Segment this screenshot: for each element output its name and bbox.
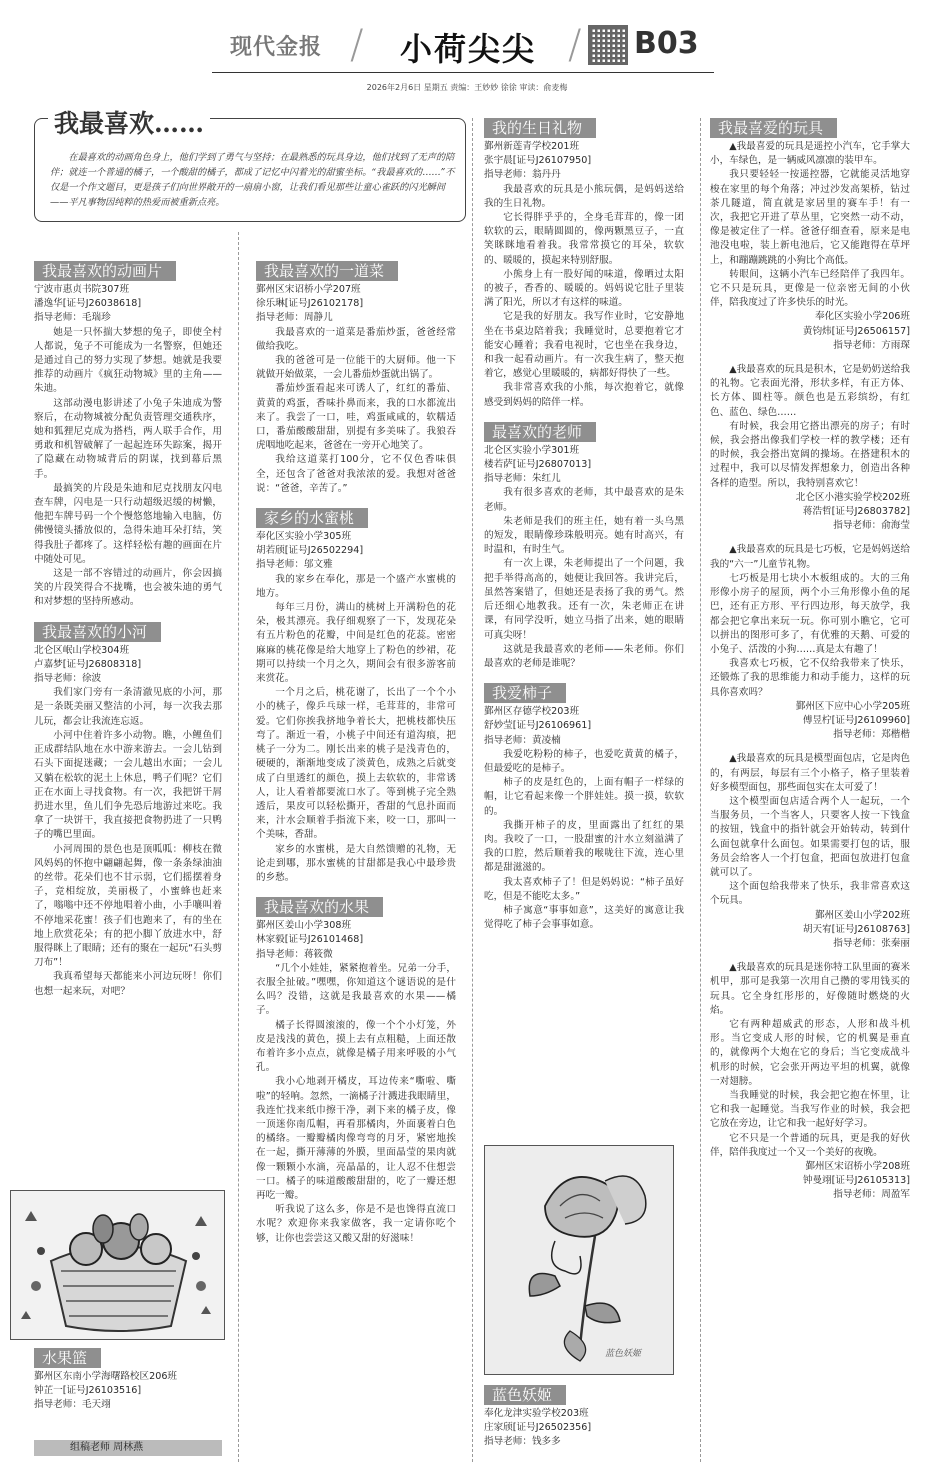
- teacher: 指导老师：方雨琛: [833, 339, 910, 351]
- teacher: 指导老师：周盈军: [833, 1189, 910, 1201]
- author: 钟芷一[证号J26103516]: [34, 1385, 142, 1397]
- paper-name: 现代金报: [230, 35, 323, 60]
- paragraph: 它不只是一个普通的玩具，更是我的好伙伴，陪伴我度过一个又一个美好的夜晚。: [710, 1132, 910, 1158]
- author: 徐乐琳[证号J26102178]: [256, 298, 364, 310]
- issue-meta: 2026年2月6日 星期五 责编：王妙妙 徐徐 审读：俞麦梅: [366, 83, 568, 92]
- column-divider: [238, 232, 239, 1462]
- editor-credit: 组稿老师 周林燕: [34, 1440, 222, 1456]
- paragraph: 我爱吃粉粉的柿子，也爱吃黄黄的橘子，但最爱吃的是柿子。: [484, 748, 684, 774]
- teacher: 指导老师：翁丹丹: [484, 169, 561, 181]
- paragraph: 我给这道菜打100分，它不仅色香味俱全，还包含了爸爸对我浓浓的爱。我想对爸爸说：“爸爸，辛苦了。”: [256, 454, 456, 494]
- author: 林家毅[证号J26101468]: [256, 934, 364, 946]
- column-4: [710, 118, 910, 1203]
- author: 张宇晨[证号J26107950]: [484, 155, 592, 167]
- paragraph: 我最喜欢的玩具是小熊玩偶，是妈妈送给我的生日礼物。: [484, 183, 684, 209]
- paragraph: 听我说了这么多，你是不是也馋得直流口水呢？欢迎你来我家做客，我一定请你吃个够，让你也尝尝这又酸又甜的好滋味！: [256, 1204, 456, 1244]
- teacher: 指导老师：徐波: [34, 673, 102, 685]
- paragraph: 最搞笑的片段是朱迪和尼克找朋友闪电查车牌，闪电是一只行动超级迟缓的树懒，他把车牌号码一个个慢悠悠地输入电脑，仿佛慢镜头播放似的，急得朱迪耳朵打结，笑得我肚子都疼了。这样轻松有趣的画面在片中随处可见。: [34, 482, 222, 565]
- article-title: 我的生日礼物: [484, 118, 596, 138]
- paragraph: 当我睡觉的时候，我会把它抱在怀里，让它和我一起睡觉。当我写作业的时候，我会把它放在旁边，让它和我一起好好学习。: [710, 1090, 910, 1130]
- teacher: 指导老师：周静儿: [256, 312, 333, 324]
- article-title: 我最喜欢的一道菜: [256, 261, 398, 281]
- paragraph: 这就是我最喜欢的老师——朱老师。你们最喜欢的老师是谁呢？: [484, 643, 684, 669]
- paragraph: ▲我最喜爱的玩具是遥控小汽车，它手掌大小，车绿色，是一辆威风凛凛的装甲车。: [710, 141, 910, 167]
- article-title: 我最喜爱的玩具: [710, 118, 837, 138]
- school: 鄞州区姜山小学308班: [256, 920, 352, 932]
- paragraph: 它长得胖乎乎的，全身毛茸茸的，像一团软软的云，眼睛圆圆的，像两颗黑豆子，一直笑眯眯地看着我。我常常摸它的耳朵，软软的、暖暖的，摸起来特别舒服。: [484, 212, 684, 266]
- paragraph: 转眼间，这辆小汽车已经陪伴了我四年。它不只是玩具，更像是一位亲密无间的小伙伴，陪我度过了许多快乐的时光。: [710, 268, 910, 309]
- paragraph: “几个小娃娃，紧紧抱着坐。兄弟一分手，衣服全扯破。”嘿嘿，你知道这个谜语说的是什么吗？没错，这就是我最喜欢的水果——橘子。: [256, 962, 456, 1017]
- author: 胡若颀[证号J26502294]: [256, 545, 364, 557]
- author: 蒋浩哲[证号J26803782]: [802, 506, 910, 518]
- paragraph: 小熊身上有一股好闻的味道，像晒过太阳的被子，香香的、暖暖的。妈妈说它肚子里装满了阳光，所以才有这样的味道。: [484, 268, 684, 309]
- intro-title: 我最喜欢……: [48, 104, 210, 140]
- article-title: 水果篮: [34, 1348, 101, 1368]
- column-2: [256, 255, 456, 1246]
- paragraph: 这个模型面包店适合两个人一起玩，一个当服务员，一个当客人，只要客人按一下钱盒的按钮，钱盒中的指针就会开始转动，转到什么面包就拿什么面包。如果需要打包的话，服务员会给客人一个打包盒，把面包放进打包盒就可以了。: [710, 795, 910, 878]
- paragraph: ▲我最喜欢的玩具是积木，它是奶奶送给我的礼物。它表面光滑，形状多样，有正方体、长方体、圆柱等。颜色也是五彩缤纷，有红色、蓝色、绿色……: [710, 364, 910, 418]
- paragraph: 我们家门旁有一条清澈见底的小河，那是一条既美丽又整洁的小河，每一次我去那儿玩，都会让我流连忘返。: [34, 687, 222, 727]
- paragraph: 有时候，我会用它搭出漂亮的房子；有时候，我会搭出像我们学校一样的教学楼；还有的时候，我会搭出宽阔的操场。在搭建积木的过程中，我可以尽情发挥想象力，创造出各种各样的造型。所以，我特别喜欢它！: [710, 420, 910, 489]
- fruit-basket-drawing: [10, 1190, 225, 1340]
- author: 舒妙莹[证号J26106961]: [484, 720, 592, 732]
- page-title: 小荷尖尖: [400, 30, 537, 68]
- author: 傅昱柠[证号J26109960]: [802, 714, 910, 726]
- teacher: 指导老师：朱红儿: [484, 473, 561, 485]
- paragraph: 家乡的水蜜桃，是大自然馈赠的礼物，无论走到哪，那水蜜桃的甘甜都是我心中最珍贵的乡愁。: [256, 843, 456, 883]
- header-rule: [212, 72, 714, 73]
- teacher: 指导老师：黄凌楠: [484, 734, 561, 746]
- article-title: 最喜欢的老师: [484, 422, 596, 442]
- school: 鄞州新莲青学校201班: [484, 141, 580, 152]
- school: 鄞州区下应中心小学205班: [795, 700, 910, 712]
- school: 宁波市惠贞书院307班: [34, 284, 130, 295]
- paragraph: 橘子长得圆滚滚的，像一个个小灯笼，外皮是浅浅的黄色，摸上去有点粗糙，上面还散布着许多小点点，就像是橘子用来呼吸的小气孔。: [256, 1019, 456, 1074]
- author: 胡天宥[证号J26108763]: [802, 923, 910, 935]
- school: 北仑区小港实验学校202班: [795, 491, 910, 503]
- article-title: 家乡的水蜜桃: [256, 508, 368, 528]
- paragraph: ▲我最喜欢的玩具是迷你特工队里面的赛米机甲，那可是我第一次用自己攒的零用钱买的玩具。它全身红彤彤的，好像随时燃烧的火焰。: [710, 962, 910, 1016]
- paragraph: 七巧板是用七块小木板组成的。大的三角形像小房子的屋顶，两个小三角形像小鱼的尾巴，还有正方形、平行四边形，每天放学，我都会把它拿出来玩一玩。你可别小瞧它，它可以拼出的图形可多了，有优雅的天鹅、可爱的小兔子、活泼的小狗……真是太有趣了！: [710, 572, 910, 655]
- paragraph: ▲我最喜欢的玩具是模型面包店，它是肉色的，有两层，每层有三个小格子，格子里装着好多模型面包，那些面包实在太可爱了！: [710, 753, 910, 793]
- header-divider: /: [350, 22, 364, 68]
- paragraph: 我喜欢七巧板，它不仅给我带来了快乐，还锻炼了我的思维能力和动手能力，这样的玩具你喜欢吗？: [710, 658, 910, 698]
- article-title: 我最喜欢的小河: [34, 622, 161, 642]
- paragraph: 柿子寓意“事事如意”，这美好的寓意让我觉得吃了柿子会事事如意。: [484, 904, 684, 931]
- author: 庄家颀[证号J26502356]: [484, 1422, 592, 1434]
- paragraph: 我小心地剥开橘皮，耳边传来“嘶啦、嘶啦”的轻响。忽然，一滴橘子汁溅进我眼睛里，我连忙找来纸巾擦干净，剥下来的橘子皮，像一顶迷你南瓜帽，再看那橘肉，外面裹着白色的橘络。一瓣瓣橘肉像弯弯的月牙，紧密地挨在一起，撕开薄薄的外膜，里面晶莹的果肉就像一颗颗小水滴，亮晶晶的，让人忍不住想尝一口。橘子的味道酸酸甜甜的，吃了一瓣还想再吃一瓣。: [256, 1076, 456, 1201]
- paragraph: 一个月之后，桃花谢了，长出了一个个小小的桃子，像乒乓球一样，毛茸茸的，非常可爱。它们你挨我挤地争着长大，把桃枝都快压弯了。渐近一看，小桃子中间还有道沟痕，把桃子一分为二。刚长出来的桃子是浅青色的，硬硬的，渐渐地变成了淡黄色，成熟之后就变成了白里透红的颜色，摸上去软软的，非常诱人，让人看着都要流口水了。等到桃子完全熟透后，果皮可以轻松撕开，香甜的气息扑面而来，汁水会顺着手指流下来，咬一口，那叫一个美味，香甜。: [256, 687, 456, 841]
- intro-text: 在最喜欢的动画角色身上，他们学到了勇气与坚持；在最熟悉的玩具身边，他们找到了无声的陪伴；就连一个普通的橘子，一个酸甜的橘子，都成了记忆中闪着光的甜蜜坐标。“我最喜欢的……”不仅是一个作文题目，更是孩子们向世界敞开的一扇扇小窗，让我们看见那些让童心雀跃的闪光瞬间——平凡事物因纯粹的热爱而被重新点亮。: [50, 152, 455, 208]
- teacher: 指导老师：邬文雅: [256, 559, 333, 571]
- school: 奉化龙津实验学校203班: [484, 1408, 589, 1419]
- school: 鄞州区宋诏桥小学207班: [256, 284, 361, 295]
- author: 钟曼翊[证号J26105313]: [802, 1175, 910, 1187]
- article-title: 我最喜欢的动画片: [34, 261, 176, 281]
- teacher: 指导老师：郑楷楷: [833, 729, 910, 741]
- article-title: 我最喜欢的水果: [256, 897, 383, 917]
- paragraph: 番茄炒蛋看起来可诱人了，红红的番茄、黄黄的鸡蛋，香味扑鼻而来，我的口水都流出来了。我尝了一口，哇，鸡蛋咸咸的，软糯适口，番茄酸酸甜甜，别提有多美味了。我狼吞虎咽地吃起来，爸爸在一旁开心地笑了。: [256, 383, 456, 452]
- header-divider-2: /: [568, 22, 582, 68]
- paragraph: 这是一部不容错过的动画片，你会因搞笑的片段笑得合不拢嘴，也会被朱迪的勇气和对梦想的坚持所感动。: [34, 568, 222, 608]
- artwork-signature: 蓝色妖姬: [605, 1349, 642, 1359]
- school: 奉化区实验小学305班: [256, 531, 352, 543]
- paragraph: 柿子的皮是红色的，上面有帽子一样绿的帽，让它看起来像一个胖娃娃。摸一摸，软软的。: [484, 777, 684, 817]
- column-divider: [472, 118, 473, 1462]
- paragraph: 小河中住着许多小动物。瞧，小鲤鱼们正成群结队地在水中游来游去。一会儿钻到石头下面捉迷藏；一会儿越出水面；一会儿又躺在松软的泥土上休息，鸭子们呢？它们正在水面上寻找食物。有一次，我把饼干屑扔进水里，鱼儿们争先恐后地游过来吃。我拿了一块饼干，我直接把食物扔进了一只鸭子的嘴巴里面。: [34, 729, 222, 841]
- page-code: B03: [634, 26, 699, 61]
- paragraph: 我最喜欢的一道菜是番茄炒蛋，爸爸经常做给我吃。: [256, 326, 456, 352]
- school: 鄞州区存德学校203班: [484, 706, 580, 718]
- column-3: [484, 118, 684, 932]
- school: 鄞州区姜山小学202班: [814, 909, 910, 921]
- column-1: [34, 255, 222, 999]
- teacher: 指导老师：毛瑞珍: [34, 312, 111, 324]
- paragraph: 每年三月份，满山的桃树上开满粉色的花朵，极其漂亮。我仔细观察了一下，发现花朵有五片粉色的花瓣，中间是红色的花蕊。密密麻麻的桃花像是给大地穿上了粉色的纱裙，花期可以持续一个月之久，期间会有很多游客前来赏花。: [256, 602, 456, 685]
- paragraph: 我只要轻轻一按遥控器，它就能灵活地穿梭在家里的每个角落；冲过沙发高架桥，钻过茶几隧道，简直就是家居里的赛车手！有一次，我把它开进了草丛里，它突然一动不动，像是被定住了一样。爸爸仔细查看，原来是电池没电啦，装上新电池后，它又能跑得在草坪上，和蹦蹦跳跳的小狗比个高低。: [710, 169, 910, 266]
- paragraph: ▲我最喜欢的玩具是七巧板，它是妈妈送给我的“六一”儿童节礼物。: [710, 544, 910, 570]
- article-title: 我爱柿子: [484, 683, 566, 703]
- paragraph: 这个面包给我带来了快乐，我非常喜欢这个玩具。: [710, 881, 910, 907]
- paragraph: 朱老师是我们的班主任，她有着一头乌黑的短发，眼睛像珍珠般明亮。她有时高兴，有时温和，有时生气。: [484, 515, 684, 556]
- school: 奉化区实验小学206班: [814, 311, 910, 323]
- paragraph: 有一次上课，朱老师提出了一个问题，我把手举得高高的，她便让我回答。我讲完后，虽然答案错了，但她还是表扬了我的勇气。然后还细心地教我。还有一次，朱老师正在讲课，有同学没听，她立马指了出来，她的眼睛可真尖呀！: [484, 558, 684, 641]
- paragraph: 小河周围的景色也是顶呱呱：柳枝在微风妈妈的怀抱中翩翩起舞，像一条条绿油油的丝带。花朵们也不甘示弱，它们摇摆着身子，竞相绽放，美丽极了，小蜜蜂也赶来了，嗡嗡中还不停地唱着小曲，小手嚷叫着不停地采花蜜！孩子们也跑来了，有的坐在地上欣赏花朵；有的把小脚丫放进水中，舒服得眯上了眼睛；还有的聚在一起玩“石头剪刀布”！: [34, 843, 222, 969]
- column-divider: [700, 118, 701, 1462]
- paragraph: 我有很多喜欢的老师，其中最喜欢的是朱老师。: [484, 487, 684, 513]
- school: 鄞州区东南小学海曙路校区206班: [34, 1371, 178, 1382]
- teacher: 指导老师：俞海莹: [833, 520, 910, 532]
- school: 北仑区岷山学校304班: [34, 644, 130, 656]
- paragraph: 我非常喜欢我的小熊，每次抱着它，就像感受到妈妈的陪伴一样。: [484, 382, 684, 408]
- teacher: 指导老师：蒋筱微: [256, 948, 333, 960]
- teacher: 指导老师：钱多多: [484, 1436, 561, 1448]
- paragraph: 这部动漫电影讲述了小兔子朱迪成为警察后，在动物城被分配负责管理交通秩序，她和狐狸尼克成为搭档，两人联手合作，用勇敢和机智破解了一起起连环失踪案，揭开了隐藏在动物城背后的阴谋，找到幕后黑手。: [34, 397, 222, 480]
- author: 楼若萨[证号J26807013]: [484, 459, 592, 471]
- paragraph: 我撕开柿子的皮，里面露出了红红的果肉。我咬了一口，一股甜蜜的汁水立刻溢满了我的口腔，然后顺着我的喉咙往下流，连心里都是甜滋滋的。: [484, 819, 684, 874]
- paragraph: 它是我的好朋友。我写作业时，它安静地坐在书桌边陪着我；我睡觉时，总要抱着它才能安心睡着；我看电视时，它也坐在我身边，和我一起看动画片。有一次我生病了，整天抱着它，感觉心里暖暖的，病都好得快了一些。: [484, 311, 684, 380]
- flower-sketch-drawing: [484, 1145, 674, 1375]
- paragraph: 她是一只怀揣大梦想的兔子，即使全村人都说，兔子不可能成为一名警察，但她还是通过自己的努力实现了梦想。她就是我要推荐的动画片《疯狂动物城》里的主角——朱迪。: [34, 326, 222, 395]
- column-3-bottom: [484, 1385, 684, 1450]
- teacher: 指导老师：张秦丽: [833, 937, 910, 949]
- paragraph: 我的家乡在奉化，那是一个盛产水蜜桃的地方。: [256, 573, 456, 599]
- teacher: 指导老师：毛天翊: [34, 1399, 111, 1411]
- paragraph: 我太喜欢柿子了！但是妈妈说：“柿子虽好吃，但是不能吃太多。”: [484, 876, 684, 902]
- column-1-bottom: [34, 1348, 224, 1413]
- author: 卢嘉梦[证号J26808318]: [34, 658, 142, 670]
- school: 北仑区实验小学301班: [484, 444, 580, 456]
- qr-code-icon: [588, 25, 628, 65]
- paragraph: 它有两种超威武的形态，人形和战斗机形。当它变成人形的时候，它的机翼是垂直的，就像两个大炮在它的身后；当它变成战斗机形的时候，它会张开两边平坦的机翼，就像一对翅膀。: [710, 1018, 910, 1087]
- school: 鄞州区宋诏桥小学208班: [805, 1161, 910, 1173]
- paragraph: 我真希望每天都能来小河边玩呀！你们也想一起来玩，对吧？: [34, 971, 222, 997]
- author: 潘逸华[证号J26038618]: [34, 298, 142, 310]
- author: 黄钧炜[证号J26506157]: [802, 325, 910, 337]
- article-title: 蓝色妖姬: [484, 1385, 566, 1405]
- paragraph: 我的爸爸可是一位能干的大厨师。他一下就做开始做菜，一会儿番茄炒蛋就出锅了。: [256, 355, 456, 381]
